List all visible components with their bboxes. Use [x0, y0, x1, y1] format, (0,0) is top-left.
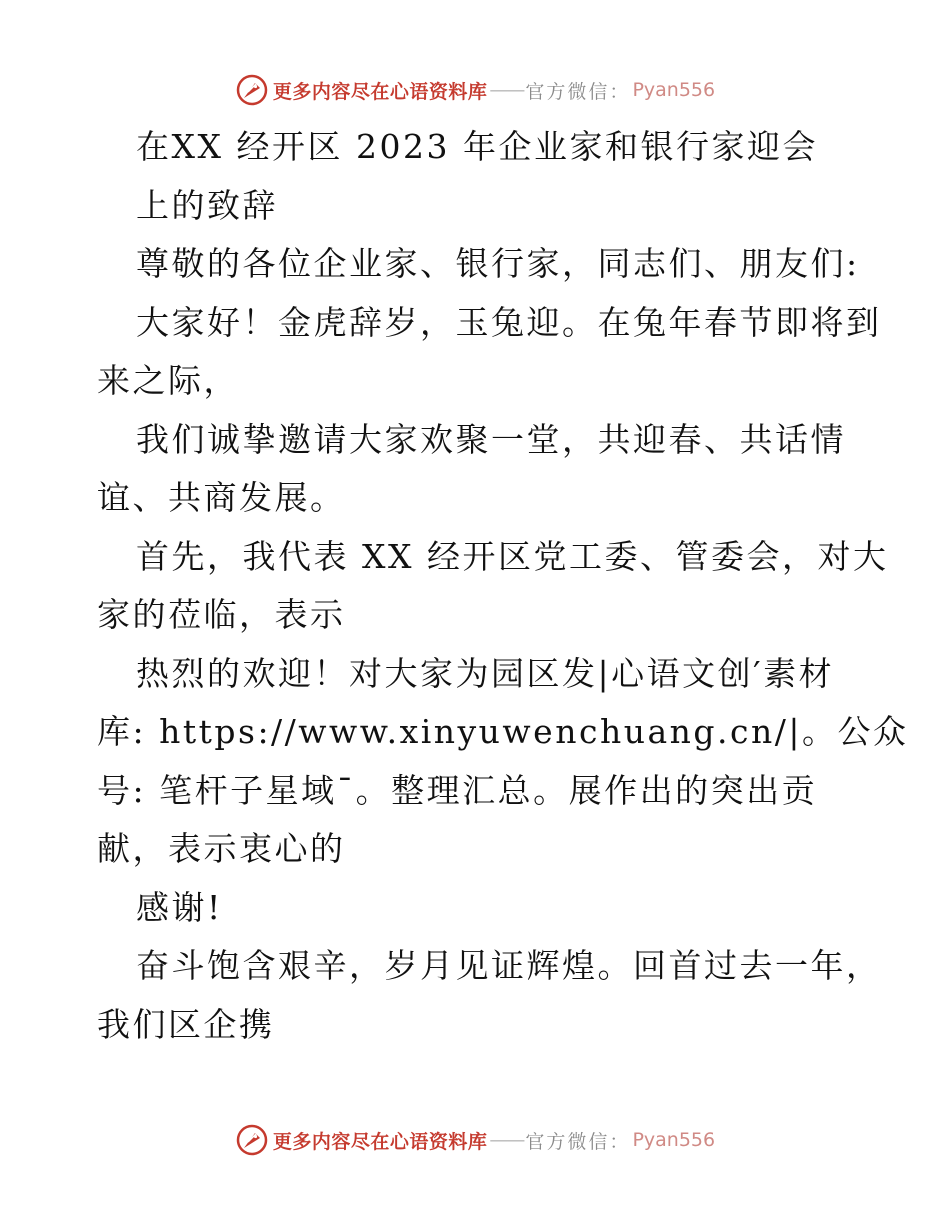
paragraph-line: 感谢! — [136, 887, 223, 927]
paragraph-line: 首先，我代表 XX 经开区党工委、管委会，对大 — [136, 536, 889, 576]
banner-dash: —— — [489, 79, 524, 101]
paragraph-line: 奋斗饱含艰辛，岁月见证辉煌。回首过去一年， — [136, 946, 882, 985]
paragraph-line: 家的莅临，表示 — [97, 595, 346, 634]
banner-wechat-id: Pyan556 — [632, 1129, 716, 1151]
footer-watermark — [0, 1120, 950, 1160]
banner-wechat-id: Pyan556 — [632, 79, 716, 101]
banner-main-text: 更多内容尽在心语资料库 — [272, 80, 488, 103]
paragraph-line: 来之际， — [97, 361, 239, 400]
header-watermark — [0, 70, 950, 110]
paragraph-line: 谊、共商发展。 — [97, 478, 346, 517]
paragraph-line: 库: https://www.xinyuwenchuang.cn/|。公众 — [97, 712, 909, 751]
paragraph-line: 热烈的欢迎！对大家为园区发|心语文创′素材 — [136, 653, 835, 693]
document-title-line-1: 在XX 经开区 2023 年企业家和银行家迎会 — [136, 127, 818, 166]
salutation-line: 尊敬的各位企业家、银行家，同志们、朋友们: — [136, 244, 860, 283]
paragraph-line: 我们诚挚邀请大家欢聚一堂，共迎春、共话情 — [136, 419, 846, 459]
paragraph-line: 大家好！金虎辞岁，玉兔迎。在兔年春节即将到 — [136, 302, 882, 342]
banner-main-text: 更多内容尽在心语资料库 — [272, 1130, 488, 1153]
paragraph-line: 我们区企携 — [97, 1004, 275, 1044]
banner-dash: —— — [489, 1129, 524, 1151]
banner-official-label: 官方微信： — [525, 80, 631, 103]
pen-nib-icon — [235, 73, 269, 107]
banner-official-label: 官方微信： — [525, 1130, 631, 1153]
document-title-line-2: 上的致辞 — [136, 185, 278, 225]
paragraph-line: 献，表示衷心的 — [97, 829, 346, 868]
document-body — [97, 118, 909, 1054]
paragraph-line: 号: 笔杆子星域¯。整理汇总。展作出的突出贡 — [97, 770, 818, 810]
pen-nib-icon — [235, 1123, 269, 1157]
